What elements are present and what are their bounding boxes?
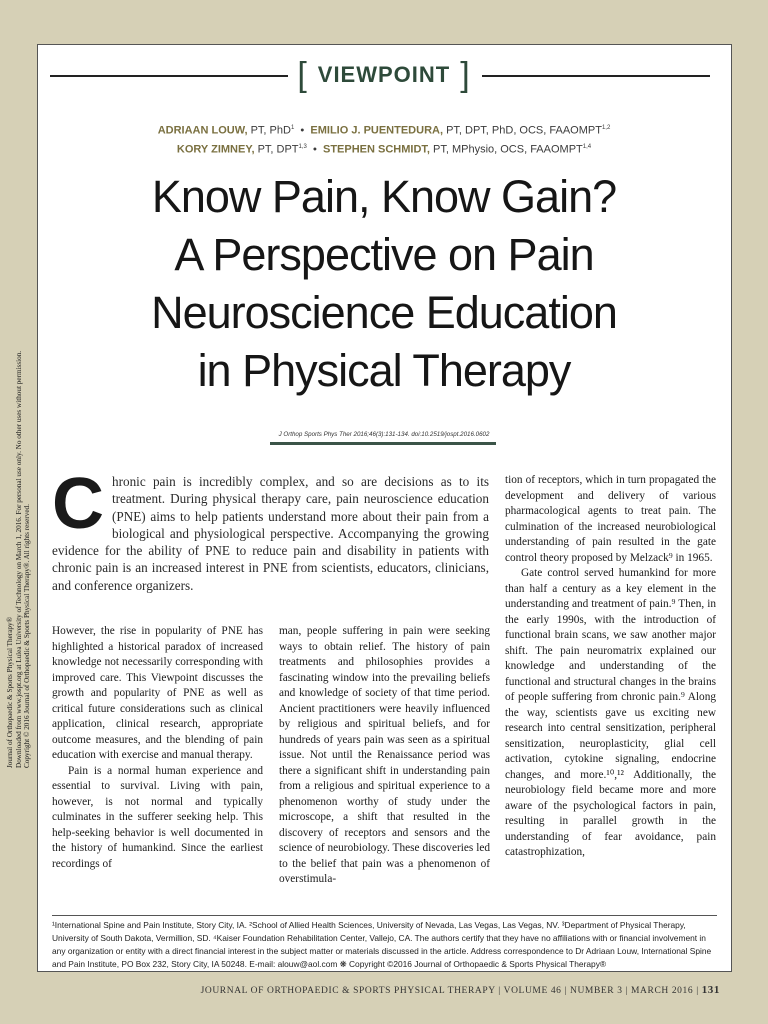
title-line: Neuroscience Education <box>151 287 617 338</box>
body-column-2 <box>279 624 490 888</box>
notice-line: Copyright © 2016 Journal of Orthopaedic & Sports Physical Therapy®. All rights reserved. <box>23 504 32 768</box>
intro-paragraph <box>52 464 489 594</box>
author-line <box>0 120 768 139</box>
page-number: 131 <box>701 984 720 996</box>
bracket-left-icon: [ <box>297 56 308 94</box>
article-title <box>60 168 708 400</box>
author-name: STEPHEN SCHMIDT, <box>322 143 430 156</box>
author-affiliation: 1,3 <box>298 143 307 150</box>
body-column-3 <box>505 473 716 861</box>
author-separator: • <box>313 143 317 156</box>
bracket-right-icon: ] <box>460 56 471 94</box>
author-affiliation: 1,2 <box>601 125 611 131</box>
running-footer <box>0 984 720 996</box>
notice-line: Journal of Orthopaedic & Sports Physical Therapy® <box>6 616 14 768</box>
author-affiliation: 1 <box>290 125 295 131</box>
author-credentials: PT, DPT <box>254 143 299 156</box>
body-column-1 <box>52 624 263 872</box>
journal-issue-info: JOURNAL OF ORTHOPAEDIC & SPORTS PHYSICAL THERAPY | VOLUME 46 | NUMBER 3 | MARCH 2016 | <box>200 986 699 996</box>
drop-cap: C <box>52 464 104 544</box>
author-name: KORY ZIMNEY, <box>176 143 255 156</box>
section-label <box>0 52 768 94</box>
author-line <box>0 139 768 158</box>
body-paragraph: Pain is a normal human experience and essential to survival. Living with pain, however, is not normal and typically culminates in the sufferer seeking help. This help-seeking behavior is well documented in the history of humankind. Since the earliest recordings of <box>52 764 263 870</box>
title-line: in Physical Therapy <box>197 345 571 396</box>
body-paragraph: tion of receptors, which in turn propagated the development and delivery of various pharmacological agents to treat pain. The culmination of the increased neurobiological understanding of pain resulted in the gate control theory proposed by Melzack⁹ in 1965. <box>505 474 716 564</box>
title-line: A Perspective on Pain <box>174 229 594 280</box>
notice-line: Downloaded from www.jospt.org at Lulea University of Technology on March 1, 2016. For personal use only. No other uses without permission. <box>14 350 23 768</box>
download-notice <box>6 228 32 768</box>
section-label-text: VIEWPOINT <box>317 62 451 87</box>
author-name: ADRIAAN LOUW, <box>157 124 248 137</box>
author-list <box>0 120 768 157</box>
footnote-rule <box>52 915 717 916</box>
intro-text: hronic pain is incredibly complex, and so are decisions as to its treatment. During physical therapy care, pain neuroscience education (PNE) aims to help patients understand more about their pain from a biological and physiological perspective. Accompanying the growing evidence for the ability of PNE to reduce pain and disability in patients with chronic pain is an increased interest in PNE from scientists, educators, clinicians, and conference organizers. <box>52 474 489 593</box>
author-credentials: PT, DPT, PhD, OCS, FAAOMPT <box>443 124 602 137</box>
body-paragraph: However, the rise in popularity of PNE has highlighted a historical paradox of increased knowledge not necessarily corresponding with improved care. This Viewpoint discusses the growth and popularity of PNE as well as critical future considerations such as clinical application, clinical research, appropriate outcome measures, and the blending of pain education with exercise and manual therapy. <box>52 625 263 761</box>
author-credentials: PT, MPhysio, OCS, FAAOMPT <box>429 143 583 156</box>
author-name: EMILIO J. PUENTEDURA, <box>310 124 444 137</box>
body-paragraph: man, people suffering in pain were seeking ways to obtain relief. The history of pain treatments and philosophies provides a fascinating window into the prevailing beliefs and knowledge of society of that time period. Ancient practitioners were heavily influenced by religious and spiritual beliefs, and for hundreds of years pain was seen as a spiritual issue. Not until the Renaissance period was there a significant shift in understanding pain from a religious and spiritual experience to a phenomenon worthy of study under the microscope, a shift that resulted in the discovery of receptors and sensors and the science of neurobiology. These discoveries led to the belief that pain was a phenomenon of overstimula- <box>279 625 490 885</box>
body-paragraph: Gate control served humankind for more than half a century as a key element in the understanding and treatment of pain.⁹ Then, in the early 1990s, with the introduction of functional brain scans, we saw another major shift. The pain neuromatrix explained our knowledge and understanding of the functional and structural changes in the brains of people suffering from chronic pain.⁹ Along the way, scientists gave us exciting new research into central sensitization, peripheral sensitization, neuroplasticity, glial cell activation, cytokine signaling, endocrine changes, and more.¹⁰,¹² Additionally, the neurobiology field became more and more aware of the psychological factors in pain, resulting in parallel growth in the understanding of fear avoidance, pain catastrophization, <box>505 567 716 858</box>
author-affiliation: 1,4 <box>582 143 592 150</box>
author-separator: • <box>300 124 305 137</box>
author-credentials: PT, PhD <box>247 124 291 137</box>
affiliation-footnote: ¹International Spine and Pain Institute, Story City, IA. ²School of Allied Health Sciences, University of Nevada, Las Vegas, Las Vegas, NV. ³Department of Physical Therapy, University of South Dakota, Vermillion, SD. ⁴Kaiser Foundation Rehabilitation Center, Vallejo, CA. The authors certify that they have no affiliations with or financial involvement in any organization or entity with a direct financial interest in the subject matter or materials discussed in the article. Address correspondence to Dr Adriaan Louw, International Spine and Pain Institute, PO Box 232, Story City, IA 50248. E-mail: alouw@aol.com ❋ Copyright ©2016 Journal of Orthopaedic & Sports Physical Therapy® <box>52 920 712 969</box>
citation-rule <box>270 442 496 445</box>
citation: J Orthop Sports Phys Ther 2016;46(3):131-134. doi:10.2519/jospt.2016.0602 <box>278 431 490 438</box>
title-line: Know Pain, Know Gain? <box>151 171 617 222</box>
